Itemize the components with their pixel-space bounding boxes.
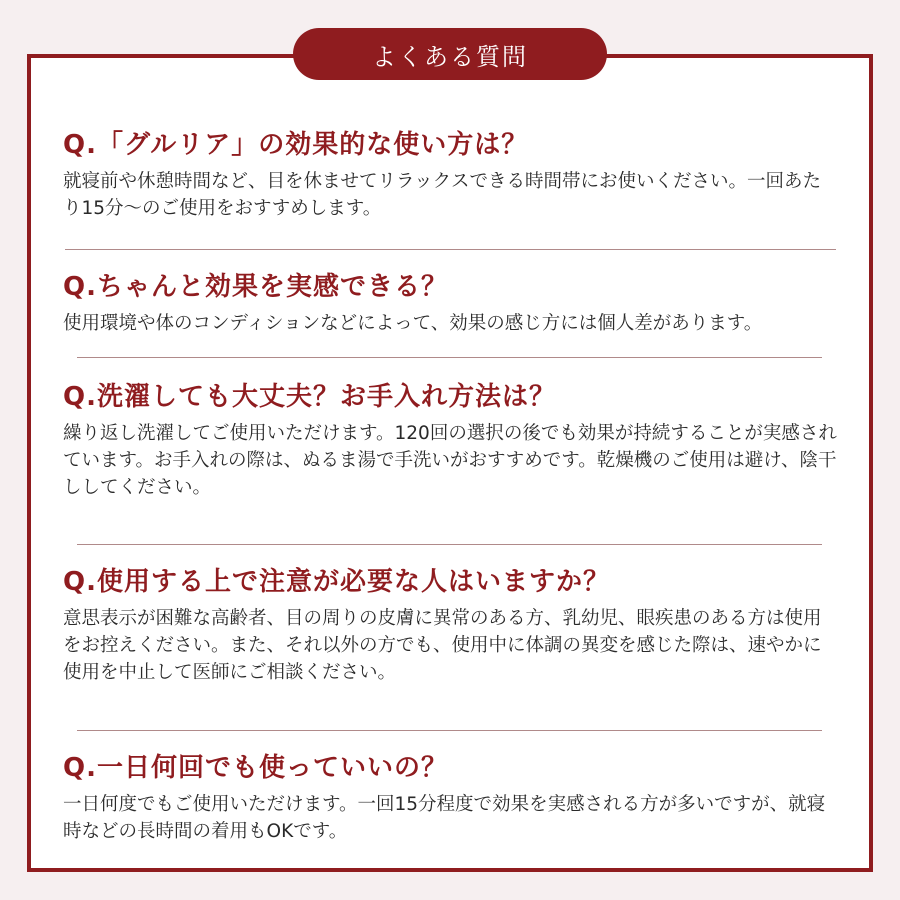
faq-item-5 — [63, 751, 838, 845]
faq-divider — [77, 730, 822, 731]
faq-question: Q.「グルリア」の効果的な使い方は？ — [63, 130, 529, 160]
faq-question: Q.洗濯しても大丈夫？お手入れ方法は？ — [63, 382, 556, 412]
faq-answer: 意思表示が困難な高齢者、目の周りの皮膚に異常のある方、乳幼児、眼疾患のある方は使用をお控えください。また、それ以外の方でも、使用中に体調の異変を感じた際は、速やかに使用を中止して医師にご相談ください。 — [63, 608, 822, 683]
faq-divider — [65, 249, 836, 250]
faq-question: Q.ちゃんと効果を実感できる？ — [63, 272, 448, 302]
faq-item-2 — [63, 270, 838, 337]
faq-item-1 — [63, 128, 838, 222]
faq-answer: 就寝前や休憩時間など、目を休ませてリラックスできる時間帯にお使いください。一回あたり15分〜のご使用をおすすめします。 — [63, 171, 821, 219]
faq-question: Q.一日何回でも使っていいの？ — [63, 753, 448, 783]
faq-title-badge — [293, 28, 607, 80]
faq-answer: 繰り返し洗濯してご使用いただけます。120回の選択の後でも効果が持続することが実感されています。お手入れの際は、ぬるま湯で手洗いがおすすめです。乾燥機のご使用は避け、陰干ししてください。 — [63, 423, 837, 498]
faq-divider — [77, 544, 822, 545]
faq-answer: 使用環境や体のコンディションなどによって、効果の感じ方には個人差があります。 — [63, 313, 763, 334]
faq-divider — [77, 357, 822, 358]
faq-item-3 — [63, 380, 838, 501]
faq-title: よくある質問 — [372, 42, 528, 71]
faq-answer: 一日何度でもご使用いただけます。一回15分程度で効果を実感される方が多いですが、就寝時などの長時間の着用もOKです。 — [63, 794, 826, 842]
faq-question: Q.使用する上で注意が必要な人はいますか？ — [63, 567, 610, 597]
faq-item-4 — [63, 565, 838, 686]
